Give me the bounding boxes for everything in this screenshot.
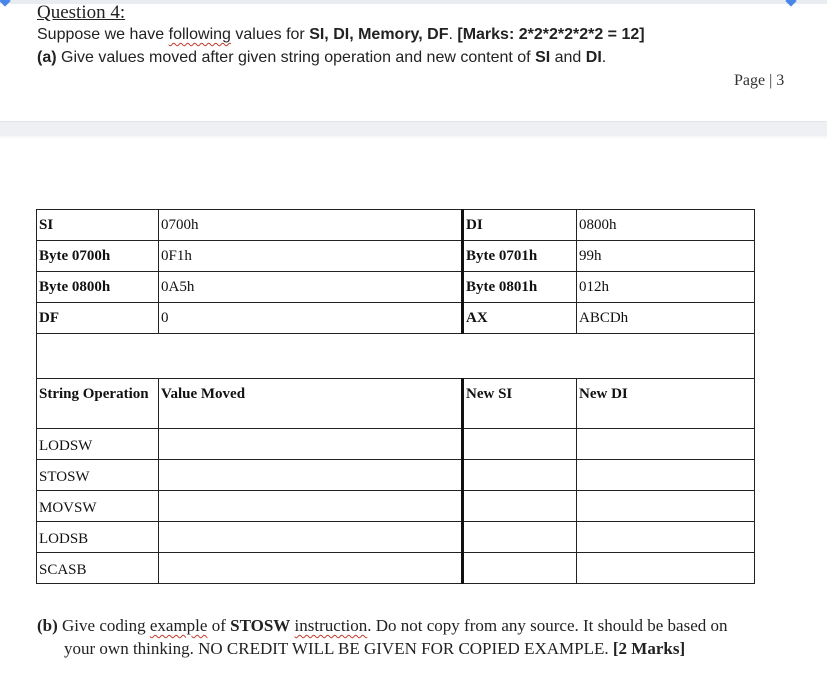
answer-cell[interactable] [577,553,755,584]
answer-cell[interactable] [159,460,463,491]
part-a-di: DI [585,49,602,66]
intro-sep: . [448,26,458,43]
value-key: Byte 0700h [37,241,159,272]
part-a-and: and [550,49,586,66]
operation-name: MOVSW [37,491,159,522]
answer-cell[interactable] [577,522,755,553]
answer-cell[interactable] [463,491,577,522]
operation-name: SCASB [37,553,159,584]
value-cell[interactable]: 0700h [159,210,463,241]
answer-cell[interactable] [577,429,755,460]
values-row [37,210,755,241]
answer-cell[interactable] [159,429,463,460]
question-intro-line [37,26,645,44]
value-key: DI [463,210,577,241]
operation-name: STOSW [37,460,159,491]
part-b-text-3: . Do not copy from any source. It should be based on [367,616,728,635]
value-cell[interactable]: 0A5h [159,272,463,303]
ops-header-row [37,379,755,429]
answer-cell[interactable] [159,522,463,553]
header-string-operation: String Operation [37,379,159,429]
part-a-end: . [601,49,607,66]
value-cell[interactable]: 99h [577,241,755,272]
intro-marks: [Marks: 2*2*2*2*2*2 = 12] [457,26,645,43]
part-a-label: (a) [37,49,57,66]
answer-cell[interactable] [577,460,755,491]
values-row [37,272,755,303]
value-key: DF [37,303,159,334]
intro-registers: SI, DI, Memory, DF [309,26,449,43]
part-a-line [37,49,606,67]
page-break-gap [0,121,827,137]
value-key: Byte 0800h [37,272,159,303]
answer-cell[interactable] [463,522,577,553]
table-row [37,491,755,522]
table-row [37,460,755,491]
value-key: Byte 0801h [463,272,577,303]
part-b-marks: [2 Marks] [608,639,686,658]
value-cell[interactable]: 0800h [577,210,755,241]
spellcheck-word[interactable]: following [168,26,231,43]
intro-text-1: Suppose we have [37,26,169,43]
header-new-si: New SI [463,379,577,429]
question-table [36,209,755,584]
value-cell[interactable]: 0F1h [159,241,463,272]
value-cell[interactable]: ABCDh [577,303,755,334]
table-row [37,522,755,553]
answer-cell[interactable] [159,553,463,584]
value-key: SI [37,210,159,241]
value-key: Byte 0701h [463,241,577,272]
answer-cell[interactable] [577,491,755,522]
values-row [37,241,755,272]
answer-cell[interactable] [159,491,463,522]
part-b-paragraph [37,614,777,660]
part-b-label: (b) [37,616,58,635]
empty-merged-cell[interactable] [37,334,755,379]
operation-name: LODSB [37,522,159,553]
value-key: AX [463,303,577,334]
value-cell[interactable]: 012h [577,272,755,303]
intro-text-2: values for [230,26,310,43]
part-b-text-4: your own thinking. NO CREDIT WILL BE GIVEN FOR COPIED EXAMPLE. [64,639,609,658]
table-row [37,553,755,584]
header-value-moved: Value Moved [159,379,463,429]
part-b-stosw: STOSW [230,616,291,635]
page-break-shadow [0,136,827,138]
part-a-text: Give values moved after given string operation and new content of [56,49,536,66]
spellcheck-word[interactable]: instruction [294,616,368,635]
answer-cell[interactable] [463,553,577,584]
part-b-text-2: of [207,616,231,635]
value-cell[interactable]: 0 [159,303,463,334]
spacer-row [37,334,755,379]
question-title: Question 4: [37,2,126,23]
answer-cell[interactable] [463,460,577,491]
answer-cell[interactable] [463,429,577,460]
spellcheck-word[interactable]: example [149,616,208,635]
operation-name: LODSW [37,429,159,460]
part-b-text-1: Give coding [57,616,150,635]
values-row [37,303,755,334]
header-new-di: New DI [577,379,755,429]
part-a-si: SI [535,49,551,66]
page-number: Page | 3 [734,72,785,89]
table-row [37,429,755,460]
